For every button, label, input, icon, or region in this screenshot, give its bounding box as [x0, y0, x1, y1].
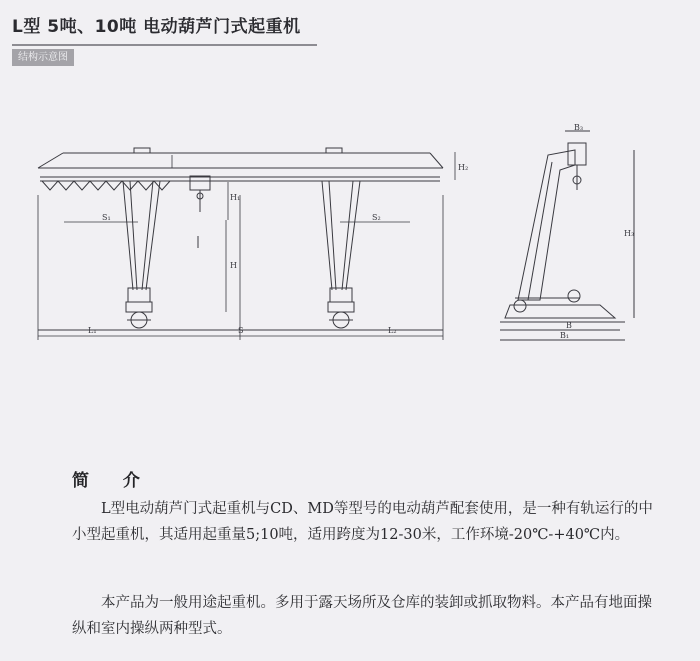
label-b1: B₁ — [560, 331, 570, 340]
label-s1: S₁ — [102, 213, 111, 222]
label-h3: H₃ — [624, 229, 635, 238]
intro-paragraph-1: L型电动葫芦门式起重机与CD、MD等型号的电动葫芦配套使用，是一种有轨运行的中小型起重机，其适用起重量5;10吨，适用跨度为12-30米，工作环境-20℃-+40℃内。 — [72, 501, 653, 543]
label-h2: H₂ — [458, 163, 469, 172]
label-s: S — [238, 326, 244, 335]
label-l1: L₁ — [88, 326, 97, 335]
label-h1: H₁ — [230, 193, 241, 202]
left-leg — [123, 181, 160, 328]
label-s2: S₂ — [372, 213, 381, 222]
page-title: L型 5吨、10吨 电动葫芦门式起重机 — [12, 17, 301, 37]
cantilever-truss — [42, 181, 170, 190]
section-tag: 结构示意图 — [12, 49, 74, 66]
right-leg — [322, 181, 360, 328]
label-b3: B₃ — [574, 123, 584, 132]
label-l2: L₂ — [388, 326, 397, 335]
hoist-trolley — [190, 176, 210, 248]
main-girder — [38, 148, 443, 181]
label-h: H — [230, 261, 237, 270]
dimension-lines — [38, 152, 455, 340]
intro-heading: 简 介 — [72, 471, 154, 491]
side-view-frame — [500, 131, 634, 340]
intro-paragraph-2: 本产品为一般用途起重机。多用于露天场所及仓库的装卸或抓取物料。本产品有地面操纵和室内操纵两种型式。 — [72, 595, 652, 637]
label-b: B — [566, 321, 572, 330]
